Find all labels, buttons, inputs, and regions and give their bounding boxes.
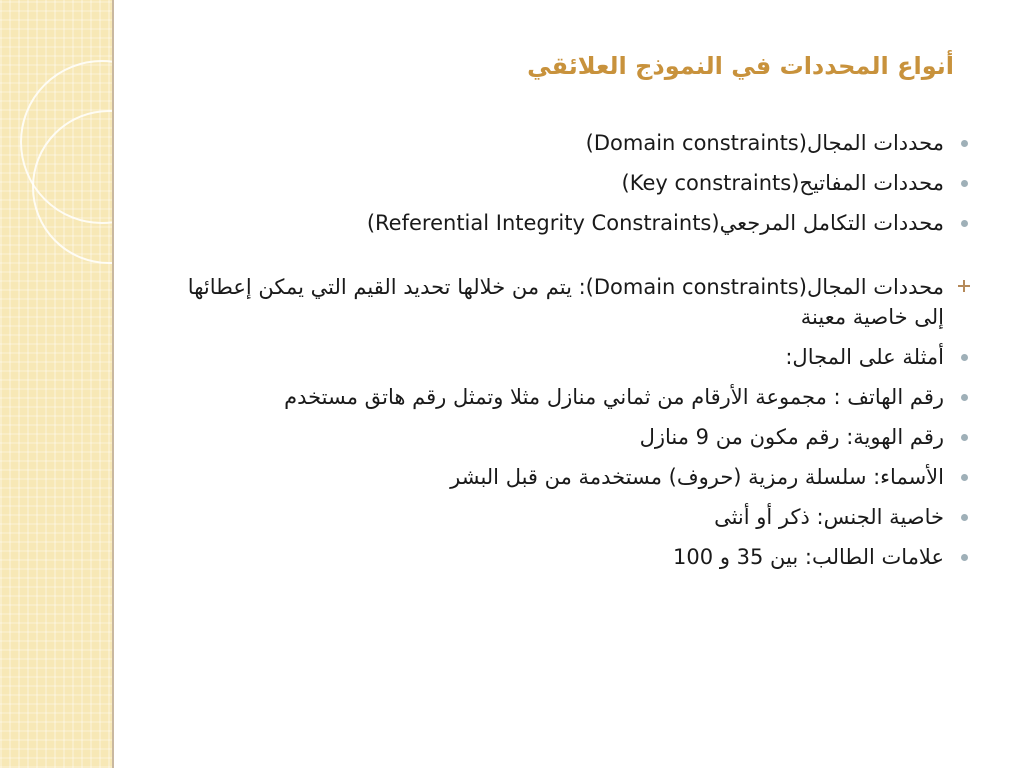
bullet-text: رقم الهوية: رقم مكون من 9 منازل (639, 425, 944, 449)
diamond-bullet-icon (958, 280, 970, 292)
bullet-list (164, 128, 944, 582)
bullet-item-grades-example (164, 542, 944, 572)
bullet-item-referential-integrity (164, 208, 944, 238)
bullet-text: علامات الطالب: بين 35 و 100 (673, 545, 944, 569)
bullet-dot-icon (961, 554, 968, 561)
bullet-item-key-constraints (164, 168, 944, 198)
bullet-text: محددات المجال(Domain constraints) (585, 131, 944, 155)
bullet-dot-icon (961, 140, 968, 147)
bullet-item-phone-example (164, 382, 944, 412)
bullet-dot-icon (961, 394, 968, 401)
bullet-text: خاصية الجنس: ذكر أو أنثى (714, 505, 944, 529)
bullet-item-id-example (164, 422, 944, 452)
bullet-item-domain-definition (164, 272, 944, 332)
bullet-text: رقم الهاتف : مجموعة الأرقام من ثماني منازل مثلا وتمثل رقم هاتق مستخدم (284, 385, 944, 409)
decorative-side-band (0, 0, 112, 768)
bullet-dot-icon (961, 474, 968, 481)
side-band-divider (112, 0, 114, 768)
bullet-item-examples-heading (164, 342, 944, 372)
bullet-text: محددات المجال(Domain constraints): يتم من خلالها تحديد القيم التي يمكن إعطائها إلى خاصية معينة (187, 275, 944, 329)
bullet-dot-icon (961, 354, 968, 361)
bullet-dot-icon (961, 434, 968, 441)
bullet-text: محددات المفاتيح(Key constraints) (621, 171, 944, 195)
bullet-text: أمثلة على المجال: (785, 345, 944, 369)
bullet-dot-icon (961, 220, 968, 227)
slide-title: أنواع المحددات في النموذج العلائقي (527, 52, 954, 80)
bullet-dot-icon (961, 514, 968, 521)
bullet-item-gender-example (164, 502, 944, 532)
bullet-item-domain-constraints (164, 128, 944, 158)
bullet-item-names-example (164, 462, 944, 492)
bullet-dot-icon (961, 180, 968, 187)
bullet-text: الأسماء: سلسلة رمزية (حروف) مستخدمة من قبل البشر (450, 465, 944, 489)
bullet-text: محددات التكامل المرجعي(Referential Integrity Constraints) (366, 211, 944, 235)
